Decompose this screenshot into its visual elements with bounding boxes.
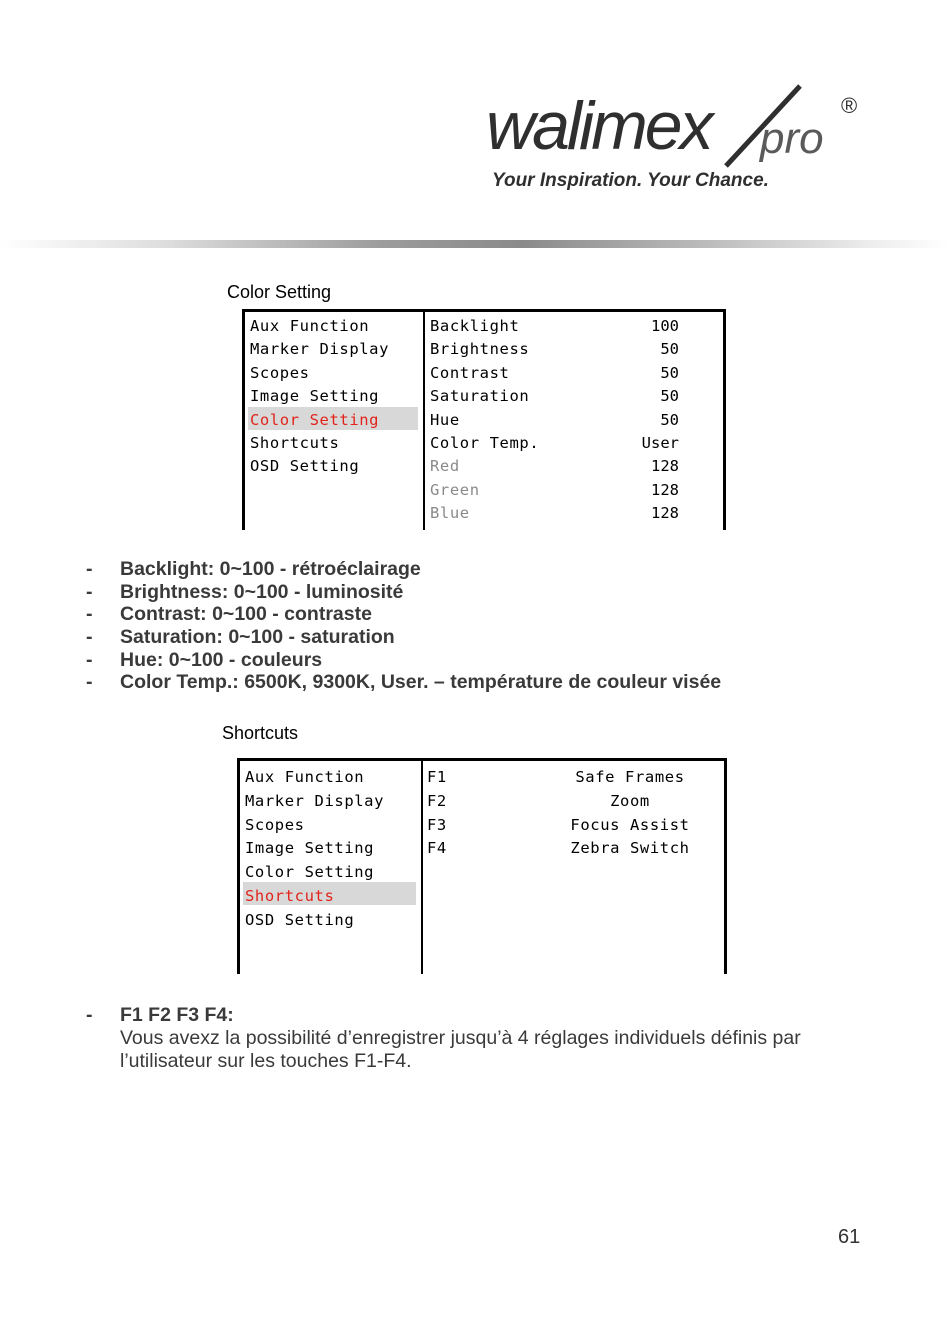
osd-menu-item: OSD Setting <box>250 457 360 476</box>
bullet-dash: - <box>86 626 93 649</box>
shortcut-key-value: Zebra Switch <box>570 839 690 858</box>
osd-param-value: 50 <box>660 410 679 429</box>
shortcut-key-label: F3 <box>427 815 447 834</box>
bullet-text: Backlight: 0~100 - rétroéclairage <box>120 558 421 580</box>
osd-param-value: 50 <box>660 340 679 359</box>
bullet-dash: - <box>86 603 93 626</box>
osd-menu-item: Image Setting <box>245 839 375 858</box>
osd-param-value: 128 <box>651 504 679 523</box>
osd-menu-item: Marker Display <box>245 791 385 810</box>
bullet-dash: - <box>86 1004 93 1026</box>
registered-mark: ® <box>841 93 858 118</box>
osd-menu-item: Aux Function <box>250 317 370 335</box>
brand-tagline: Your Inspiration. Your Chance. <box>492 170 769 191</box>
osd-column-divider <box>421 761 423 974</box>
osd-param-label: Backlight <box>430 317 520 335</box>
shortcut-key-value: Zoom <box>610 791 650 810</box>
osd-param-label: Color Temp. <box>430 434 540 452</box>
osd-param-value: User <box>641 434 679 452</box>
bullet-text: Saturation: 0~100 - saturation <box>120 626 395 649</box>
osd-param-value: 128 <box>651 480 679 499</box>
f-keys-heading: F1 F2 F3 F4: <box>120 1004 234 1026</box>
shortcut-key-label: F2 <box>427 791 447 810</box>
shortcut-key-value: Safe Frames <box>575 768 685 786</box>
osd-menu-item: OSD Setting <box>245 910 355 929</box>
shortcut-key-label: F1 <box>427 768 447 786</box>
bullet-text: Brightness: 0~100 - luminosité <box>120 580 404 603</box>
bullet-text: Color Temp.: 6500K, 9300K, User. – température de couleur visée <box>120 671 722 694</box>
osd-menu-item: Scopes <box>245 815 305 834</box>
color-setting-osd-panel <box>242 309 726 530</box>
page-number: 61 <box>838 1226 861 1248</box>
f-keys-body: Vous avexz la possibilité d’enregistrer jusqu’à 4 réglages individuels définis par l’utilisateur sur les touches F1-F4. <box>120 1027 801 1072</box>
osd-param-value: 100 <box>651 317 679 335</box>
bullet-dash: - <box>86 648 93 671</box>
osd-param-label: Contrast <box>430 363 510 382</box>
osd-param-label: Green <box>430 480 480 499</box>
osd-menu-item: Color Setting <box>245 863 375 882</box>
osd-param-label: Red <box>430 457 460 476</box>
bullet-dash: - <box>86 671 93 694</box>
shortcuts-title: Shortcuts <box>222 723 299 743</box>
osd-param-label: Saturation <box>430 387 530 406</box>
bullet-text: Contrast: 0~100 - contraste <box>120 603 372 626</box>
bullet-dash: - <box>86 580 93 603</box>
osd-menu-item-selected: Shortcuts <box>245 887 335 905</box>
shortcut-key-value: Focus Assist <box>570 815 690 834</box>
osd-menu-item: Scopes <box>250 363 310 382</box>
osd-param-value: 50 <box>660 363 679 382</box>
osd-param-label: Brightness <box>430 340 530 359</box>
logo-suffix: pro <box>760 114 824 163</box>
header-divider <box>0 240 950 248</box>
osd-param-label: Hue <box>430 410 460 429</box>
osd-menu-item-selected: Color Setting <box>250 410 380 429</box>
logo-word: walimex <box>486 88 711 164</box>
osd-menu-item: Marker Display <box>250 340 390 359</box>
bullet-text: Hue: 0~100 - couleurs <box>120 648 323 671</box>
osd-param-value: 128 <box>651 457 679 476</box>
osd-param-label: Blue <box>430 504 470 523</box>
osd-menu-item: Shortcuts <box>250 434 340 452</box>
color-setting-title: Color Setting <box>227 282 332 302</box>
bullet-dash: - <box>86 558 93 580</box>
osd-menu-item: Aux Function <box>245 768 365 786</box>
osd-menu-item: Image Setting <box>250 387 380 406</box>
shortcut-key-label: F4 <box>427 839 447 858</box>
shortcuts-osd-panel <box>237 758 727 974</box>
osd-column-divider <box>423 312 425 530</box>
osd-param-value: 50 <box>660 387 679 406</box>
